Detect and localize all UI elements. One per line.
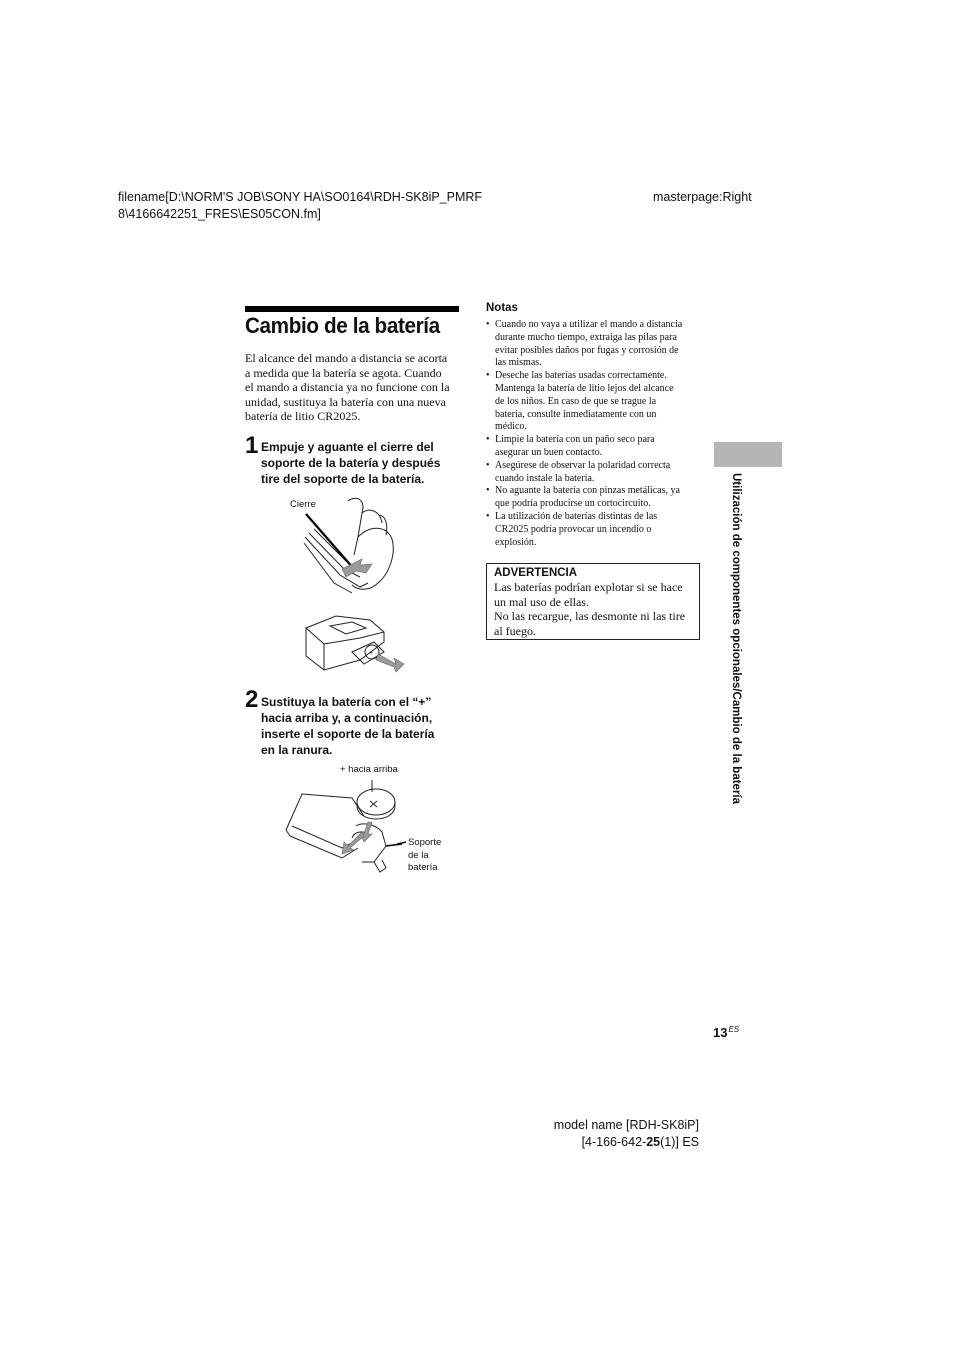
intro-line: el mando a distancia ya no funcione con la (245, 380, 450, 395)
model-footer (554, 1117, 699, 1151)
intro-paragraph (245, 351, 461, 424)
step-1-number: 1 (245, 432, 259, 459)
masterpage-label: masterpage:Right (653, 190, 752, 204)
step-1-line: tire del soporte de la batería. (261, 472, 425, 486)
illustration-press-latch (300, 495, 410, 595)
warning-line: al fuego. (494, 623, 536, 638)
intro-line: El alcance del mando a distancia se acorta (245, 351, 448, 365)
note-item: • Deseche las baterías usadas correctamente. Mantenga la batería de litio lejos del alcance de los niños. En caso de que se trague la batería, consulte inmediatamente con un médico. (486, 370, 674, 433)
warning-line: No las recargue, las desmonte ni las tire (494, 609, 686, 624)
model-code-suffix: (1)] ES (660, 1135, 699, 1149)
side-tab-label (728, 473, 746, 873)
soporte-label-line: de la (408, 849, 429, 861)
step-2-line: en la ranura. (261, 743, 333, 757)
warning-line: un mal uso de ellas. (494, 594, 589, 609)
side-tab-text: Utilización de componentes opcionales/Cambio de la batería (730, 473, 742, 805)
hacia-arriba-label: + hacia arriba (340, 764, 398, 775)
step-2-line: Sustituya la batería con el “+” (261, 695, 432, 709)
illustration-pull-tray (300, 612, 410, 680)
page-number-value: 13 (713, 1025, 728, 1040)
model-code-line (554, 1134, 699, 1151)
warning-text (494, 580, 692, 638)
intro-line: unidad, sustituya la batería con una nueva (245, 394, 446, 409)
model-code-prefix: [4-166-642- (581, 1135, 647, 1149)
intro-line: batería de litio CR2025. (245, 409, 361, 424)
step-2-line: inserte el soporte de la batería (261, 727, 435, 741)
model-name-line: model name [RDH-SK8iP] (553, 1118, 699, 1132)
note-item: • No aguante la batería con pinzas metálicas, ya que podría producirse un cortocircuito. (486, 485, 680, 510)
note-item: • Limpie la batería con un paño seco para asegurar un buen contacto. (486, 434, 655, 458)
filename-line-2: 8\4166642251_FRES\ES05CON.fm] (118, 207, 321, 221)
page-title: Cambio de la batería (245, 313, 440, 338)
warning-title: ADVERTENCIA (494, 567, 578, 579)
step-1-line: Empuje y aguante el cierre del (261, 440, 434, 454)
svg-text:+: + (369, 650, 374, 657)
intro-line: a medida que la batería se agota. Cuando (245, 365, 442, 380)
page-number (713, 1025, 739, 1040)
warning-line: Las baterías podrían explotar si se hace (494, 580, 683, 594)
notes-title: Notas (486, 302, 518, 314)
illustration-insert-battery (282, 776, 412, 880)
note-item: • La utilización de baterías distintas de las CR2025 podría provocar un incendio o explosión. (486, 510, 658, 548)
file-header (118, 189, 482, 223)
note-item: • Asegúrese de observar la polaridad correcta cuando instale la batería. (486, 459, 671, 484)
model-code-bold: 25 (646, 1135, 661, 1149)
step-1-text (261, 439, 440, 487)
soporte-label-line: Soporte (408, 837, 442, 848)
notes-list (486, 319, 702, 549)
warning-box (486, 563, 700, 640)
step-2-text (261, 694, 434, 758)
soporte-label-line: batería (408, 862, 438, 873)
title-rule (245, 306, 459, 312)
note-item: • Cuando no vaya a utilizar el mando a distancia durante mucho tiempo, extraiga las pilas para evitar posibles daños por fugas y corrosión de las mismas. (486, 319, 683, 369)
side-tab-marker (714, 442, 782, 467)
soporte-label (408, 837, 441, 875)
step-1-line: soporte de la batería y después (261, 456, 441, 470)
cierre-label: Cierre (290, 499, 316, 510)
page-number-suffix: ES (728, 1025, 740, 1034)
step-2-number: 2 (245, 686, 259, 713)
filename-line-1: filename[D:\NORM'S JOB\SONY HA\SO0164\RDH-SK8iP_PMRF (118, 190, 483, 204)
step-2-line: hacia arriba y, a continuación, (261, 711, 433, 725)
